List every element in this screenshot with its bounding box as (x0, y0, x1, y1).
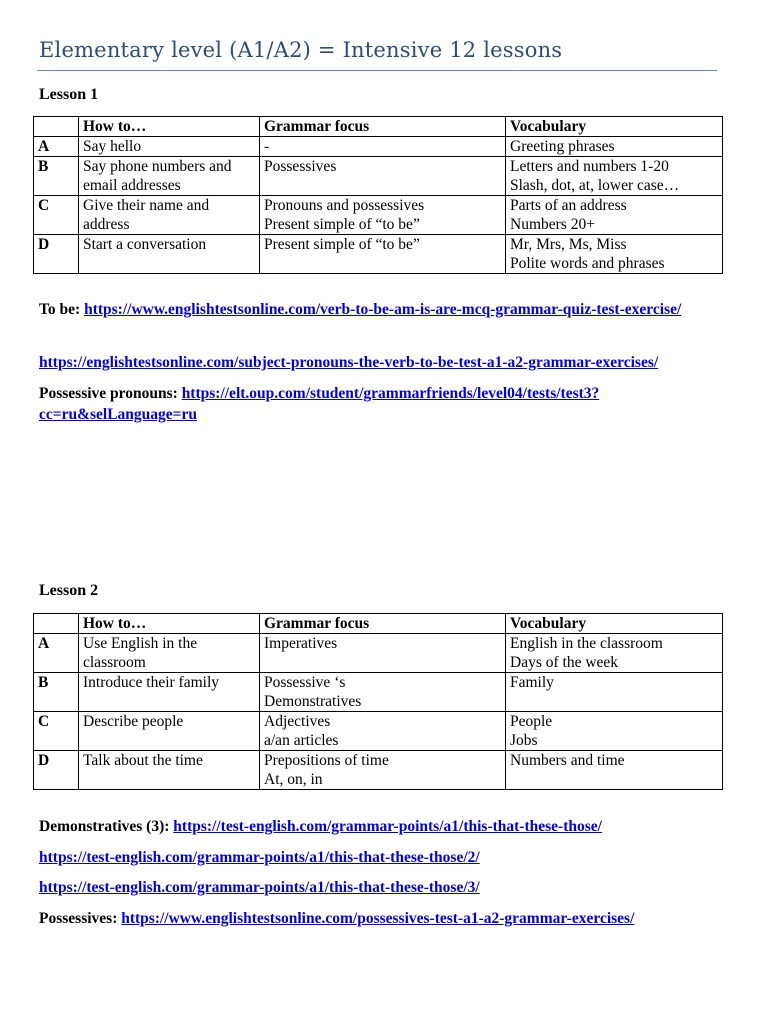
cell-line: Days of the week (510, 654, 619, 671)
how-to-cell (79, 235, 260, 274)
table-row (34, 196, 723, 235)
cell-line: Numbers 20+ (510, 216, 595, 233)
how-to-cell (79, 673, 260, 712)
cell-line: classroom (83, 654, 146, 671)
row-letter: D (34, 235, 79, 274)
grammar-focus-cell (260, 712, 506, 751)
table-row (34, 235, 723, 274)
cell-line: email addresses (83, 177, 181, 194)
cell-line: Imperatives (264, 635, 338, 652)
how-to-cell (79, 137, 260, 157)
table-row (34, 634, 723, 673)
cell-line: Give their name and (83, 197, 210, 214)
vocabulary-cell (506, 712, 723, 751)
grammar-focus-cell (260, 137, 506, 157)
vocabulary-cell (506, 196, 723, 235)
lesson-1-heading: Lesson 1 (39, 86, 99, 103)
possessives-label: Possessives: (39, 910, 118, 927)
cell-line: address (83, 216, 130, 233)
grammar-focus-cell (260, 235, 506, 274)
cell-line: Mr, Mrs, Ms, Miss (510, 236, 627, 253)
to-be-link-2[interactable]: https://englishtestsonline.com/subject-pronouns-the-verb-to-be-test-a1-a2-grammar-exercises/ (39, 354, 659, 371)
table-row (34, 137, 723, 157)
cell-line: Introduce their family (83, 674, 220, 691)
table-row (34, 157, 723, 196)
row-letter: A (34, 634, 79, 673)
cell-line: - (264, 138, 270, 155)
cell-line: Pronouns and possessives (264, 197, 425, 214)
possessives-link[interactable]: https://www.englishtestsonline.com/possessives-test-a1-a2-grammar-exercises/ (121, 910, 635, 927)
header-vocabulary: Vocabulary (506, 117, 723, 137)
cell-line: Jobs (510, 732, 538, 749)
how-to-cell (79, 712, 260, 751)
cell-line: People (510, 713, 553, 730)
vocabulary-cell (506, 235, 723, 274)
to-be-links (39, 299, 729, 320)
how-to-cell (79, 751, 260, 790)
cell-line: Demonstratives (264, 693, 362, 710)
to-be-link-1[interactable]: https://www.englishtestsonline.com/verb-to-be-am-is-are-mcq-grammar-quiz-test-exercise/ (84, 301, 682, 318)
demonstratives-link-3-line (39, 877, 729, 898)
cell-line: At, on, in (264, 771, 323, 788)
vocabulary-cell (506, 157, 723, 196)
cell-line: Present simple of “to be” (264, 216, 420, 233)
header-how-to: How to… (79, 117, 260, 137)
row-letter: B (34, 673, 79, 712)
cell-line: Greeting phrases (510, 138, 615, 155)
vocabulary-cell (506, 751, 723, 790)
to-be-link-2-line (39, 352, 729, 373)
cell-line: Possessives (264, 158, 337, 175)
how-to-cell (79, 196, 260, 235)
cell-line: Possessive ‘s (264, 674, 346, 691)
possessive-pronouns-label: Possessive pronouns: (39, 385, 178, 402)
cell-line: Start a conversation (83, 236, 207, 253)
cell-line: Prepositions of time (264, 752, 389, 769)
cell-line: Talk about the time (83, 752, 203, 769)
row-letter: C (34, 196, 79, 235)
cell-line: a/an articles (264, 732, 339, 749)
cell-line: Polite words and phrases (510, 255, 665, 272)
cell-line: Slash, dot, at, lower case… (510, 177, 680, 194)
grammar-focus-cell (260, 634, 506, 673)
possessive-pronouns-link[interactable]: https://elt.oup.com/student/grammarfriends/level04/tests/test3?cc=ru&selLanguage=ru (39, 385, 600, 423)
title-underline (37, 70, 717, 71)
demonstratives-link-2[interactable]: https://test-english.com/grammar-points/a1/this-that-these-those/2/ (39, 849, 480, 866)
demonstratives-links (39, 816, 729, 837)
cell-line: Describe people (83, 713, 184, 730)
header-letter (34, 614, 79, 634)
vocabulary-cell (506, 634, 723, 673)
table-header-row (34, 614, 723, 634)
header-grammar-focus: Grammar focus (260, 117, 506, 137)
header-vocabulary: Vocabulary (506, 614, 723, 634)
vocabulary-cell (506, 673, 723, 712)
demonstratives-link-1[interactable]: https://test-english.com/grammar-points/a1/this-that-these-those/ (173, 818, 602, 835)
cell-line: Numbers and time (510, 752, 625, 769)
row-letter: D (34, 751, 79, 790)
cell-line: English in the classroom (510, 635, 663, 652)
cell-line: Say phone numbers and (83, 158, 232, 175)
lesson-1-table (33, 116, 723, 274)
possessives-links (39, 908, 729, 929)
row-letter: A (34, 137, 79, 157)
lesson-2-table (33, 613, 723, 790)
grammar-focus-cell (260, 673, 506, 712)
vocabulary-cell (506, 137, 723, 157)
how-to-cell (79, 634, 260, 673)
cell-line: Letters and numbers 1-20 (510, 158, 669, 175)
demonstratives-link-3[interactable]: https://test-english.com/grammar-points/a1/this-that-these-those/3/ (39, 879, 480, 896)
cell-line: Parts of an address (510, 197, 627, 214)
page-title: Elementary level (A1/A2) = Intensive 12 lessons (39, 38, 563, 62)
demonstratives-label: Demonstratives (3): (39, 818, 170, 835)
how-to-cell (79, 157, 260, 196)
table-row (34, 712, 723, 751)
header-how-to: How to… (79, 614, 260, 634)
row-letter: B (34, 157, 79, 196)
table-row (34, 751, 723, 790)
cell-line: Use English in the (83, 635, 198, 652)
cell-line: Present simple of “to be” (264, 236, 420, 253)
demonstratives-link-2-line (39, 847, 729, 868)
header-grammar-focus: Grammar focus (260, 614, 506, 634)
lesson-2-heading: Lesson 2 (39, 582, 99, 599)
possessive-pronouns-links (39, 383, 729, 425)
cell-line: Say hello (83, 138, 142, 155)
table-row (34, 673, 723, 712)
grammar-focus-cell (260, 751, 506, 790)
cell-line: Adjectives (264, 713, 331, 730)
grammar-focus-cell (260, 196, 506, 235)
header-letter (34, 117, 79, 137)
row-letter: C (34, 712, 79, 751)
cell-line: Family (510, 674, 554, 691)
table-header-row (34, 117, 723, 137)
grammar-focus-cell (260, 157, 506, 196)
to-be-label: To be: (39, 301, 81, 318)
